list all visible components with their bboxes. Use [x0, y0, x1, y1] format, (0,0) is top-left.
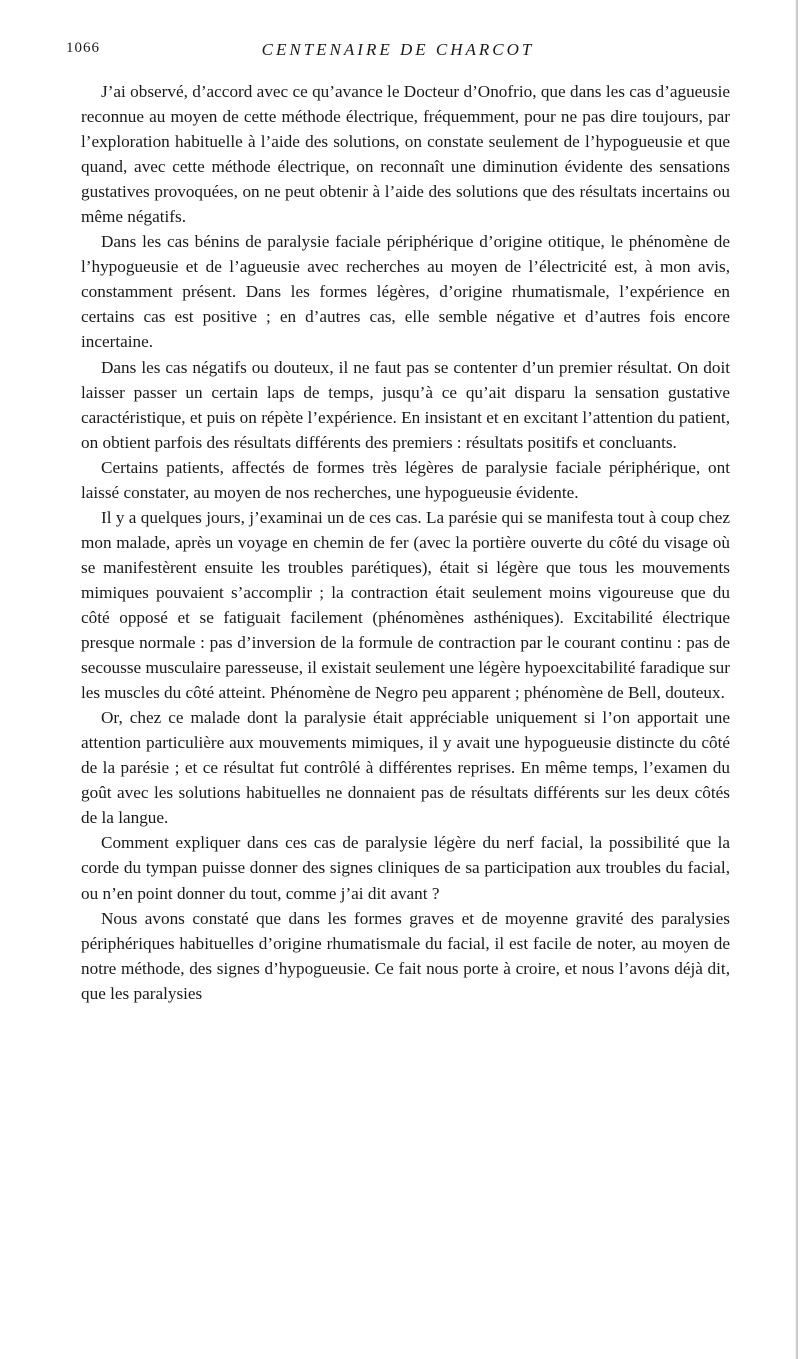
body-text [81, 79, 730, 1006]
page-header [66, 40, 730, 62]
paragraph: Nous avons constaté que dans les formes graves et de moyenne gravité des paralysies périphériques habituelles d’origine rhumatismale du facial, il est facile de noter, au moyen de notre méthode, des signes d’hypogueusie. Ce fait nous porte à croire, et nous l’avons déjà dit, que les paralysies [81, 908, 730, 1003]
paragraph: Dans les cas négatifs ou douteux, il ne faut pas se contenter d’un premier résultat. On doit laisser passer un certain laps de temps, jusqu’à ce qu’ait disparu la sensation gustative caractéristique, et puis on répète l’expérience. En insistant et en excitant l’attention du patient, on obtient parfois des résultats différents des premiers : résultats positifs et concluants. [81, 357, 730, 452]
paragraph: Or, chez ce malade dont la paralysie était appréciable uniquement si l’on apportait une attention particulière aux mouvements mimiques, il y avait une hypogueusie distincte du côté de la parésie ; et ce résultat fut contrôlé à différentes reprises. En même temps, l’examen du goût avec les solutions habituelles ne donnaient pas de résultats différents sur les deux côtés de la langue. [81, 708, 730, 828]
running-title: CENTENAIRE DE CHARCOT [261, 40, 535, 59]
paragraph: Comment expliquer dans ces cas de paralysie légère du nerf facial, la possibilité que la corde du tympan puisse donner des signes cliniques de sa participation aux troubles du facial, ou n’en point donner du tout, comme j’ai dit avant ? [81, 833, 730, 903]
paragraph: Dans les cas bénins de paralysie faciale périphérique d’origine otitique, le phénomène de l’hypogueusie et de l’agueusie avec recherches au moyen de l’électricité est, à mon avis, constamment présent. Dans les formes légères, d’origine rhumatismale, l’expérience en certains cas est positive ; en d’autres cas, elle semble négative et d’autres fois encore incertaine. [81, 232, 730, 352]
paragraph: J’ai observé, d’accord avec ce qu’avance le Docteur d’Onofrio, que dans les cas d’agueusie reconnue au moyen de cette méthode électrique, fréquemment, pour ne pas dire toujours, par l’exploration habituelle à l’aide des solutions, on constate seulement de l’hypogueusie et que quand, avec cette méthode électrique, on reconnaît une diminution évidente des sensations gustatives provoquées, on ne peut obtenir à l’aide des solutions que des résultats incertains ou même négatifs. [81, 82, 730, 227]
paragraph: Il y a quelques jours, j’examinai un de ces cas. La parésie qui se manifesta tout à coup chez mon malade, après un voyage en chemin de fer (avec la portière ouverte du côté du visage où se manifestèrent ensuite les troubles parétiques), était si légère que tous les mouvements mimiques pouvaient s’accomplir ; la contraction était seulement moins vigoureuse que du côté opposé et se fatiguait facilement (phénomènes asthéniques). Excitabilité électrique presque normale : pas d’inversion de la formule de contraction par le courant continu : pas de secousse musculaire paresseuse, il existait seulement une légère hypoexcitabilité faradique sur les muscles du côté atteint. Phénomène de Negro peu apparent ; phénomène de Bell, douteux. [81, 507, 730, 703]
paragraph: Certains patients, affectés de formes très légères de paralysie faciale périphérique, ont laissé constater, au moyen de nos recherches, une hypogueusie évidente. [81, 457, 730, 502]
page-number: 1066 [66, 40, 100, 56]
page-edge-shadow [795, 0, 798, 1359]
